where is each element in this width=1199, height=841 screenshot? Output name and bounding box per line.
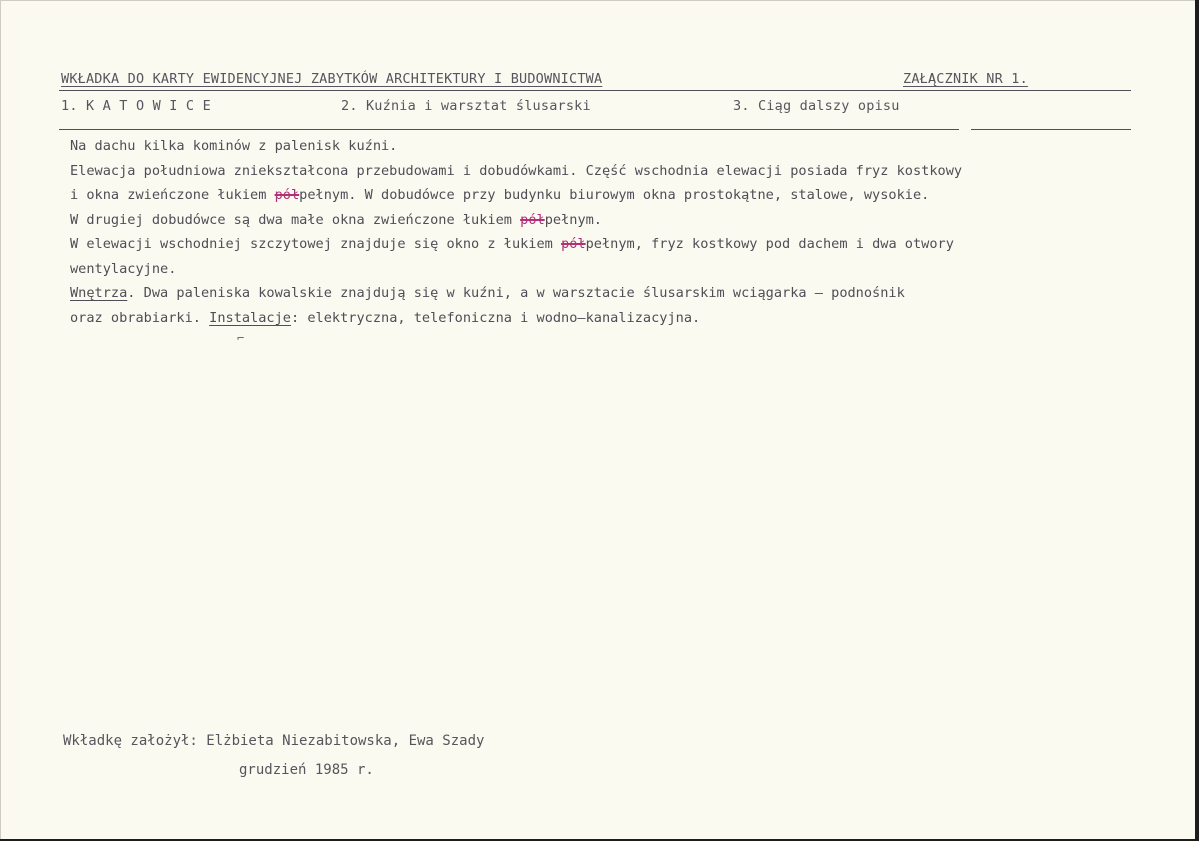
- section-heading-installations: Instalacje: [209, 309, 291, 326]
- text-span: pełnym. W dobudówce przy budynku biurowym okna prostokątne, stalowe, wysokie.: [299, 187, 930, 203]
- field-object-name: 2. Kuźnia i warsztat ślusarski: [341, 98, 591, 114]
- text-line-3: [70, 183, 1180, 208]
- field-continuation: 3. Ciąg dalszy opisu: [733, 98, 900, 114]
- text-line-1: Na dachu kilka kominów z palenisk kuźni.: [70, 138, 398, 154]
- struck-text: pół: [561, 236, 586, 252]
- text-span: pełnym.: [544, 211, 602, 228]
- text-line-6: wentylacyjne.: [70, 260, 177, 277]
- section-heading-interior: Wnętrza: [70, 285, 128, 301]
- text-span: W drugiej dobudówce są dwa małe okna zwieńczone łukiem: [70, 211, 521, 228]
- text-line-4: [70, 208, 1180, 233]
- header-rule-bottom-right: [971, 129, 1131, 130]
- document-title: WKŁADKA DO KARTY EWIDENCYJNEJ ZABYTKÓW ARCHITEKTURY I BUDOWNICTWA: [61, 71, 603, 87]
- text-span: oraz obrabiarki.: [70, 309, 210, 326]
- description-text: [70, 134, 1180, 330]
- text-span: pełnym, fryz kostkowy pod dachem i dwa otwory: [585, 236, 954, 252]
- text-span: . Dwa paleniska kowalskie znajdują się w kuźni, a w warsztacie ślusarskim wciągarka – podnośnik: [127, 285, 905, 301]
- author-line: Wkładkę założył: Elżbieta Niezabitowska, Ewa Szady: [63, 733, 485, 749]
- text-span: i okna zwieńczone łukiem: [70, 187, 275, 203]
- text-span: : elektryczna, telefoniczna i wodno–kanalizacyjna.: [290, 309, 701, 326]
- struck-text: pół: [520, 211, 545, 228]
- text-line-7: [70, 281, 1180, 306]
- text-line-8: [70, 306, 1180, 331]
- header-rule-top: [59, 90, 1131, 91]
- scan-edge-right: [1195, 0, 1199, 841]
- date-line: grudzień 1985 r.: [239, 762, 374, 778]
- struck-text: pół: [274, 187, 300, 203]
- pen-mark: ⌐: [237, 331, 245, 345]
- attachment-label: ZAŁĄCZNIK NR 1.: [903, 71, 1028, 87]
- text-span: W elewacji wschodniej szczytowej znajduje się okno z łukiem: [70, 236, 562, 252]
- header-rule-bottom-left: [59, 129, 959, 130]
- text-line-2: Elewacja południowa zniekształcona przebudowami i dobudówkami. Część wschodnia elewacji posiada fryz kostkowy: [70, 162, 963, 179]
- text-line-5: [70, 232, 1180, 257]
- field-location: 1. K A T O W I C E: [61, 98, 211, 114]
